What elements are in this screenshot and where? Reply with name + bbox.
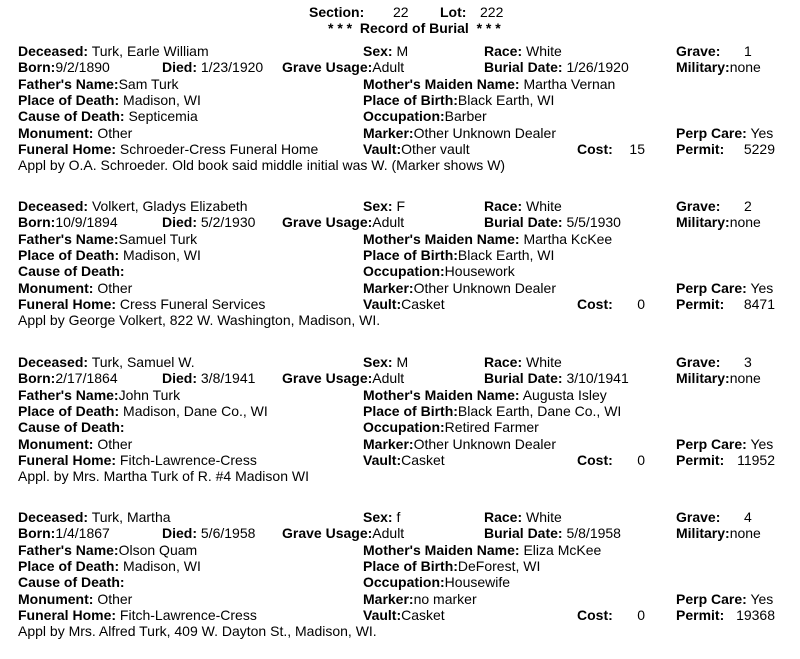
grave-usage-label: Grave Usage:: [282, 525, 373, 541]
burial-record: [0, 509, 800, 659]
fathers-name-value: Olson Quam: [118, 542, 198, 558]
fathers-name-field: [18, 231, 197, 247]
grave-usage-value: Adult: [372, 525, 405, 541]
perp-care-label: Perp Care:: [676, 591, 747, 607]
died-field: [162, 214, 255, 230]
place-of-birth-label: Place of Birth:: [363, 558, 458, 574]
place-of-birth-label: Place of Birth:: [363, 403, 458, 419]
vault-value: Casket: [401, 607, 445, 623]
grave-label: Grave:: [676, 354, 721, 370]
record-note: Appl by Mrs. Alfred Turk, 409 W. Dayton St., Madison, WI.: [18, 623, 377, 639]
burial-date-value: 5/5/1930: [566, 214, 621, 230]
died-label: Died:: [162, 370, 197, 386]
sex-field: [363, 198, 405, 214]
burial-record: [0, 43, 800, 193]
permit-label: Permit:: [676, 141, 725, 157]
permit-value: 8471: [743, 296, 775, 312]
died-value: 1/23/1920: [200, 59, 264, 75]
sex-value: F: [396, 198, 406, 214]
occupation-label: Occupation:: [363, 263, 445, 279]
vault-field: [363, 607, 445, 623]
grave-usage-field: [282, 59, 404, 75]
fathers-name-label: Father's Name:: [18, 387, 119, 403]
born-field: [18, 370, 118, 386]
monument-label: Monument:: [18, 280, 94, 296]
died-label: Died:: [162, 59, 197, 75]
perp-care-label: Perp Care:: [676, 125, 747, 141]
place-of-death-label: Place of Death:: [18, 558, 120, 574]
occupation-value: Housework: [444, 263, 515, 279]
burial-date-value: 5/8/1958: [566, 525, 621, 541]
monument-field: [18, 280, 132, 296]
died-field: [162, 525, 255, 541]
deceased-value: Turk, Earle William: [91, 43, 209, 59]
cost-value: 0: [637, 452, 645, 468]
military-label: Military:: [676, 525, 730, 541]
section-label: Section:: [309, 4, 365, 20]
grave-field: [676, 509, 720, 525]
born-label: Born:: [18, 525, 56, 541]
born-field: [18, 59, 110, 75]
military-label: Military:: [676, 59, 730, 75]
place-of-death-field: [18, 403, 268, 419]
race-value: White: [526, 509, 562, 525]
monument-label: Monument:: [18, 591, 94, 607]
place-of-death-value: Madison, WI: [123, 92, 201, 108]
permit-value: 5229: [743, 141, 775, 157]
burial-date-field: [484, 370, 629, 386]
permit-value: 11952: [737, 452, 775, 468]
sex-field: [363, 43, 408, 59]
sex-field: [363, 509, 400, 525]
occupation-value: Barber: [444, 108, 487, 124]
fathers-name-field: [18, 542, 197, 558]
permit-label: [676, 296, 724, 312]
place-of-death-field: [18, 247, 201, 263]
occupation-value: Retired Farmer: [444, 419, 539, 435]
born-field: [18, 214, 118, 230]
permit-value: 19368: [736, 607, 775, 623]
fathers-name-label: Father's Name:: [18, 231, 119, 247]
mothers-maiden-name-label: Mother's Maiden Name:: [363, 231, 520, 247]
perp-care-field: [676, 591, 773, 607]
deceased-label: Deceased:: [18, 43, 89, 59]
funeral-home-value: Schroeder-Cress Funeral Home: [119, 141, 319, 157]
grave-usage-field: [282, 214, 404, 230]
occupation-field: [363, 108, 487, 124]
grave-usage-value: Adult: [372, 214, 405, 230]
monument-value: Other: [97, 280, 133, 296]
vault-label: Vault:: [363, 452, 402, 468]
cost-label: Cost:: [577, 296, 613, 312]
military-field: [676, 214, 761, 230]
race-field: [484, 198, 562, 214]
born-field: [18, 525, 110, 541]
perp-care-value: Yes: [750, 436, 774, 452]
funeral-home-field: [18, 452, 257, 468]
burial-record: [0, 354, 800, 504]
record-note: Appl by George Volkert, 822 W. Washington, Madison, WI.: [18, 312, 381, 328]
occupation-label: Occupation:: [363, 419, 445, 435]
marker-label: Marker:: [363, 280, 414, 296]
fathers-name-label: Father's Name:: [18, 542, 119, 558]
marker-field: [363, 436, 556, 452]
sex-field: [363, 354, 408, 370]
military-label: Military:: [676, 214, 730, 230]
cost-value: 0: [637, 607, 645, 623]
grave-usage-field: [282, 370, 404, 386]
place-of-death-value: Madison, WI: [123, 247, 201, 263]
place-of-death-value: Madison, Dane Co., WI: [123, 403, 268, 419]
grave-usage-label: Grave Usage:: [282, 214, 373, 230]
vault-value: Casket: [401, 452, 445, 468]
grave-number: 1: [744, 43, 752, 59]
died-field: [162, 370, 255, 386]
race-value: White: [526, 354, 562, 370]
monument-field: [18, 591, 132, 607]
grave-usage-label: Grave Usage:: [282, 59, 373, 75]
burial-date-label: Burial Date:: [484, 214, 563, 230]
page-title: * * * Record of Burial * * *: [328, 20, 501, 36]
deceased-field: [18, 354, 195, 370]
grave-usage-field: [282, 525, 404, 541]
grave-label: Grave:: [676, 509, 721, 525]
funeral-home-label: Funeral Home:: [18, 296, 117, 312]
grave-field: [676, 43, 720, 59]
place-of-birth-value: Black Earth, WI: [457, 92, 555, 108]
permit-label: Permit:: [676, 296, 725, 312]
died-field: [162, 59, 263, 75]
perp-care-label: Perp Care:: [676, 436, 747, 452]
born-label: Born:: [18, 59, 56, 75]
place-of-birth-value: Black Earth, Dane Co., WI: [457, 403, 622, 419]
marker-field: [363, 591, 477, 607]
vault-value: Casket: [401, 296, 445, 312]
race-value: White: [526, 43, 562, 59]
place-of-birth-field: [363, 403, 629, 419]
occupation-field: [363, 574, 510, 590]
monument-value: Other: [97, 125, 133, 141]
vault-label: Vault:: [363, 296, 402, 312]
place-of-death-value: Madison, WI: [123, 558, 201, 574]
deceased-value: Turk, Samuel W.: [91, 354, 195, 370]
burial-date-field: [484, 525, 621, 541]
grave-field: [676, 198, 720, 214]
deceased-value: Volkert, Gladys Elizabeth: [91, 198, 248, 214]
race-field: [484, 354, 562, 370]
occupation-field: [363, 263, 515, 279]
grave-label: Grave:: [676, 198, 721, 214]
military-label: Military:: [676, 370, 730, 386]
vault-label: Vault:: [363, 141, 402, 157]
place-of-death-label: Place of Death:: [18, 92, 120, 108]
cause-of-death-label: Cause of Death:: [18, 574, 125, 590]
died-label: Died:: [162, 525, 197, 541]
died-label: Died:: [162, 214, 197, 230]
sex-label: Sex:: [363, 354, 393, 370]
place-of-death-field: [18, 558, 201, 574]
cost-value: 0: [637, 296, 645, 312]
grave-number: 2: [744, 198, 752, 214]
occupation-label: Occupation:: [363, 574, 445, 590]
vault-value: Other vault: [401, 141, 470, 157]
place-of-birth-field: [363, 558, 629, 574]
mothers-maiden-name-value: Augusta Isley: [522, 387, 607, 403]
military-field: [676, 59, 761, 75]
burial-date-label: Burial Date:: [484, 525, 563, 541]
burial-date-label: Burial Date:: [484, 370, 563, 386]
mothers-maiden-name-value: Martha KcKee: [523, 231, 613, 247]
perp-care-value: Yes: [750, 125, 774, 141]
fathers-name-field: [18, 76, 179, 92]
deceased-label: Deceased:: [18, 509, 89, 525]
grave-number: 3: [744, 354, 752, 370]
funeral-home-value: Cress Funeral Services: [119, 296, 266, 312]
permit-label: [676, 452, 724, 468]
burial-date-value: 3/10/1941: [566, 370, 629, 386]
place-of-death-label: Place of Death:: [18, 247, 120, 263]
burial-record: [0, 198, 800, 348]
race-field: [484, 509, 562, 525]
died-value: 3/8/1941: [200, 370, 256, 386]
mothers-maiden-name-field: [363, 76, 615, 92]
race-label: Race:: [484, 509, 523, 525]
occupation-label: Occupation:: [363, 108, 445, 124]
lot-value: 222: [480, 4, 504, 20]
burial-date-field: [484, 59, 629, 75]
military-value: none: [729, 370, 761, 386]
race-label: Race:: [484, 43, 523, 59]
vault-label: Vault:: [363, 607, 402, 623]
race-value: White: [526, 198, 562, 214]
cause-of-death-value: Septicemia: [128, 108, 198, 124]
lot-label: Lot:: [440, 4, 467, 20]
permit-label: [676, 607, 724, 623]
mothers-maiden-name-value: Martha Vernan: [523, 76, 616, 92]
monument-label: Monument:: [18, 436, 94, 452]
marker-value: Other Unknown Dealer: [413, 125, 556, 141]
marker-field: [363, 125, 556, 141]
deceased-field: [18, 198, 248, 214]
cost-label: Cost:: [577, 607, 613, 623]
funeral-home-label: Funeral Home:: [18, 607, 117, 623]
perp-care-field: [676, 125, 773, 141]
fathers-name-label: Father's Name:: [18, 76, 119, 92]
fathers-name-value: John Turk: [118, 387, 181, 403]
grave-usage-value: Adult: [372, 370, 405, 386]
funeral-home-field: [18, 296, 265, 312]
place-of-birth-field: [363, 247, 629, 263]
race-label: Race:: [484, 354, 523, 370]
died-value: 5/2/1930: [200, 214, 256, 230]
sex-label: Sex:: [363, 198, 393, 214]
sex-label: Sex:: [363, 43, 393, 59]
mothers-maiden-name-label: Mother's Maiden Name:: [363, 542, 520, 558]
marker-label: Marker:: [363, 125, 414, 141]
funeral-home-value: Fitch-Lawrence-Cress: [119, 607, 257, 623]
race-field: [484, 43, 562, 59]
monument-value: Other: [97, 591, 133, 607]
burial-date-value: 1/26/1920: [566, 59, 629, 75]
vault-field: [363, 452, 445, 468]
marker-field: [363, 280, 556, 296]
funeral-home-value: Fitch-Lawrence-Cress: [119, 452, 257, 468]
occupation-field: [363, 419, 539, 435]
mothers-maiden-name-field: [363, 231, 612, 247]
deceased-value: Turk, Martha: [91, 509, 171, 525]
deceased-label: Deceased:: [18, 354, 89, 370]
permit-label: Permit:: [676, 452, 725, 468]
grave-field: [676, 354, 720, 370]
cause-of-death-field: [18, 263, 125, 279]
sex-label: Sex:: [363, 509, 393, 525]
perp-care-field: [676, 436, 773, 452]
funeral-home-label: Funeral Home:: [18, 452, 117, 468]
record-note: Appl. by Mrs. Martha Turk of R. #4 Madison WI: [18, 468, 309, 484]
died-value: 5/6/1958: [200, 525, 256, 541]
born-value: 2/17/1864: [55, 370, 118, 386]
funeral-home-field: [18, 141, 318, 157]
military-value: none: [729, 525, 761, 541]
grave-number: 4: [744, 509, 752, 525]
monument-field: [18, 125, 132, 141]
section-value: 22: [393, 4, 409, 20]
grave-label: Grave:: [676, 43, 721, 59]
marker-value: Other Unknown Dealer: [413, 436, 556, 452]
perp-care-value: Yes: [750, 280, 774, 296]
mothers-maiden-name-field: [363, 542, 601, 558]
grave-usage-label: Grave Usage:: [282, 370, 373, 386]
burial-date-field: [484, 214, 621, 230]
perp-care-label: Perp Care:: [676, 280, 747, 296]
occupation-value: Housewife: [444, 574, 511, 590]
cause-of-death-label: Cause of Death:: [18, 263, 125, 279]
place-of-death-label: Place of Death:: [18, 403, 120, 419]
cost-value: 15: [629, 141, 645, 157]
monument-label: Monument:: [18, 125, 94, 141]
cause-of-death-field: [18, 108, 198, 124]
place-of-birth-label: Place of Birth:: [363, 92, 458, 108]
sex-value: f: [396, 509, 401, 525]
marker-value: no marker: [413, 591, 477, 607]
military-value: none: [729, 214, 761, 230]
marker-label: Marker:: [363, 591, 414, 607]
born-label: Born:: [18, 214, 56, 230]
mothers-maiden-name-value: Eliza McKee: [523, 542, 602, 558]
funeral-home-field: [18, 607, 257, 623]
deceased-label: Deceased:: [18, 198, 89, 214]
deceased-field: [18, 43, 209, 59]
place-of-birth-value: DeForest, WI: [457, 558, 541, 574]
born-value: 1/4/1867: [55, 525, 110, 541]
deceased-field: [18, 509, 171, 525]
fathers-name-value: Samuel Turk: [118, 231, 198, 247]
fathers-name-field: [18, 387, 180, 403]
born-value: 10/9/1894: [55, 214, 118, 230]
mothers-maiden-name-label: Mother's Maiden Name:: [363, 76, 520, 92]
mothers-maiden-name-field: [363, 387, 607, 403]
funeral-home-label: Funeral Home:: [18, 141, 117, 157]
cause-of-death-field: [18, 419, 125, 435]
cost-label: Cost:: [577, 141, 613, 157]
cause-of-death-label: Cause of Death:: [18, 108, 125, 124]
marker-label: Marker:: [363, 436, 414, 452]
permit-label: [676, 141, 724, 157]
cause-of-death-label: Cause of Death:: [18, 419, 125, 435]
military-field: [676, 370, 761, 386]
perp-care-field: [676, 280, 773, 296]
fathers-name-value: Sam Turk: [118, 76, 179, 92]
cause-of-death-field: [18, 574, 125, 590]
burial-date-label: Burial Date:: [484, 59, 563, 75]
vault-field: [363, 141, 470, 157]
place-of-birth-field: [363, 92, 629, 108]
permit-label: Permit:: [676, 607, 725, 623]
vault-field: [363, 296, 445, 312]
military-field: [676, 525, 761, 541]
marker-value: Other Unknown Dealer: [413, 280, 556, 296]
race-label: Race:: [484, 198, 523, 214]
record-note: Appl by O.A. Schroeder. Old book said middle initial was W. (Marker shows W): [18, 157, 506, 173]
military-value: none: [729, 59, 761, 75]
mothers-maiden-name-label: Mother's Maiden Name:: [363, 387, 520, 403]
born-label: Born:: [18, 370, 56, 386]
grave-usage-value: Adult: [372, 59, 405, 75]
sex-value: M: [396, 43, 409, 59]
place-of-birth-value: Black Earth, WI: [457, 247, 555, 263]
place-of-death-field: [18, 92, 201, 108]
monument-field: [18, 436, 132, 452]
place-of-birth-label: Place of Birth:: [363, 247, 458, 263]
perp-care-value: Yes: [750, 591, 774, 607]
sex-value: M: [396, 354, 409, 370]
born-value: 9/2/1890: [55, 59, 110, 75]
cost-label: Cost:: [577, 452, 613, 468]
monument-value: Other: [97, 436, 133, 452]
